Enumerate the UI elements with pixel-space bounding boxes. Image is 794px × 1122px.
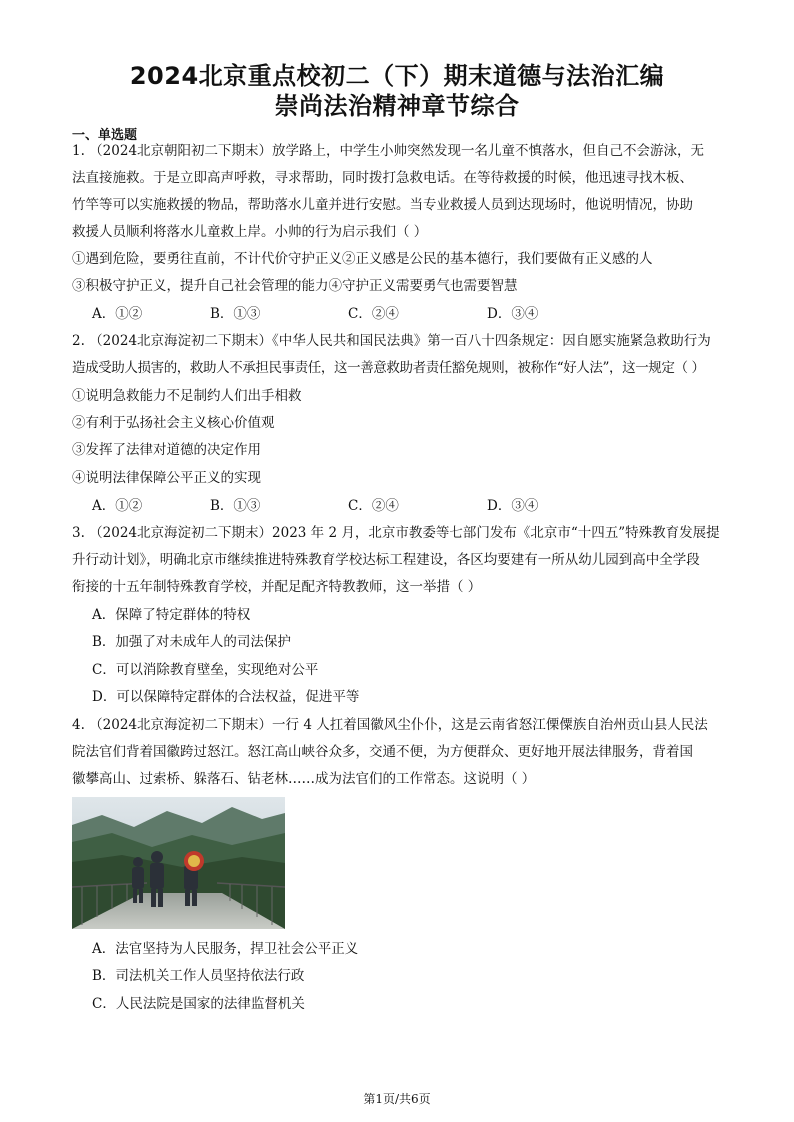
q1-text-line: 救援人员顺利将落水儿童救上岸。小帅的行为启示我们（ ） xyxy=(72,224,428,240)
section-heading: 一、单选题 xyxy=(72,128,138,143)
document-subtitle: 崇尚法治精神章节综合 xyxy=(274,92,520,120)
q3-text-line: 3. （2024北京海淀初二下期末）2023 年 2 月，北京市教委等七部门发布《北京市“十四五”特殊教育发展提 xyxy=(72,525,720,541)
q3-text-line: 升行动计划》，明确北京市继续推进特殊教育学校达标工程建设，各区均要建有一所从幼儿园到高中全学段 xyxy=(72,552,700,568)
q4-option-c: C．人民法院是国家的法律监督机关 xyxy=(92,996,305,1012)
q2-option-d: D．③④ xyxy=(487,498,539,514)
q3-option-c: C．可以消除教育壁垒，实现绝对公平 xyxy=(92,662,319,678)
q2-option-b: B．①③ xyxy=(210,498,261,514)
q3-text-line: 衔接的十五年制特殊教育学校，并配足配齐特教教师，这一举措（ ） xyxy=(72,579,482,595)
q2-statement: ①说明急救能力不足制约人们出手相救 xyxy=(72,388,302,404)
q3-option-a: A．保障了特定群体的特权 xyxy=(92,607,251,623)
q1-option-a: A．①② xyxy=(92,306,143,322)
q2-statement: ③发挥了法律对道德的决定作用 xyxy=(72,442,261,458)
q1-statement: ③积极守护正义，提升自己社会管理的能力④守护正义需要勇气也需要智慧 xyxy=(72,278,518,294)
q1-statement: ①遇到危险，要勇往直前，不计代价守护正义②正义感是公民的基本德行，我们要做有正义感的人 xyxy=(72,251,653,267)
q2-statement: ②有利于弘扬社会主义核心价值观 xyxy=(72,415,275,431)
page-footer: 第1页/共6页 xyxy=(363,1092,431,1106)
q2-option-c: C．②④ xyxy=(348,498,399,514)
q1-option-c: C．②④ xyxy=(348,306,399,322)
q1-option-b: B．①③ xyxy=(210,306,261,322)
q4-option-a: A．法官坚持为人民服务，捍卫社会公平正义 xyxy=(92,941,359,957)
document-title: 2024北京重点校初二（下）期末道德与法治汇编 xyxy=(129,62,665,90)
q3-option-b: B．加强了对未成年人的司法保护 xyxy=(92,634,291,650)
q4-text-line: 徽攀高山、过索桥、躲落石、钻老林……成为法官们的工作常态。这说明（ ） xyxy=(72,771,536,787)
q2-text-line: 2. （2024北京海淀初二下期末）《中华人民共和国民法典》第一百八十四条规定：因自愿实施紧急救助行为 xyxy=(72,333,711,349)
q2-statement: ④说明法律保障公平正义的实现 xyxy=(72,470,261,486)
q1-text-line: 法直接施救。于是立即高声呼救，寻求帮助，同时拨打急救电话。在等待救援的时候，他迅速寻找木板、 xyxy=(72,170,693,186)
q2-text-line: 造成受助人损害的，救助人不承担民事责任，这一善意救助者责任豁免规则，被称作“好人法”，这一规定（ ） xyxy=(72,360,705,376)
q2-option-a: A．①② xyxy=(92,498,143,514)
q1-option-d: D．③④ xyxy=(487,306,539,322)
q1-text-line: 1. （2024北京朝阳初二下期末）放学路上，中学生小帅突然发现一名儿童不慎落水，但自己不会游泳，无 xyxy=(72,143,705,159)
photo-illustration xyxy=(72,797,285,929)
q4-text-line: 院法官们背着国徽跨过怒江。怒江高山峡谷众多，交通不便，为方便群众、更好地开展法律服务，背着国 xyxy=(72,744,693,760)
q3-option-d: D．可以保障特定群体的合法权益，促进平等 xyxy=(92,689,360,705)
judges-carrying-emblem-photo xyxy=(72,797,285,929)
q4-text-line: 4. （2024北京海淀初二下期末）一行 4 人扛着国徽风尘仆仆，这是云南省怒江傈僳族自治州贡山县人民法 xyxy=(72,717,708,733)
q4-option-b: B．司法机关工作人员坚持依法行政 xyxy=(92,968,305,984)
q1-text-line: 竹竿等可以实施救援的物品，帮助落水儿童并进行安慰。当专业救援人员到达现场时，他说明情况，协助 xyxy=(72,197,693,213)
